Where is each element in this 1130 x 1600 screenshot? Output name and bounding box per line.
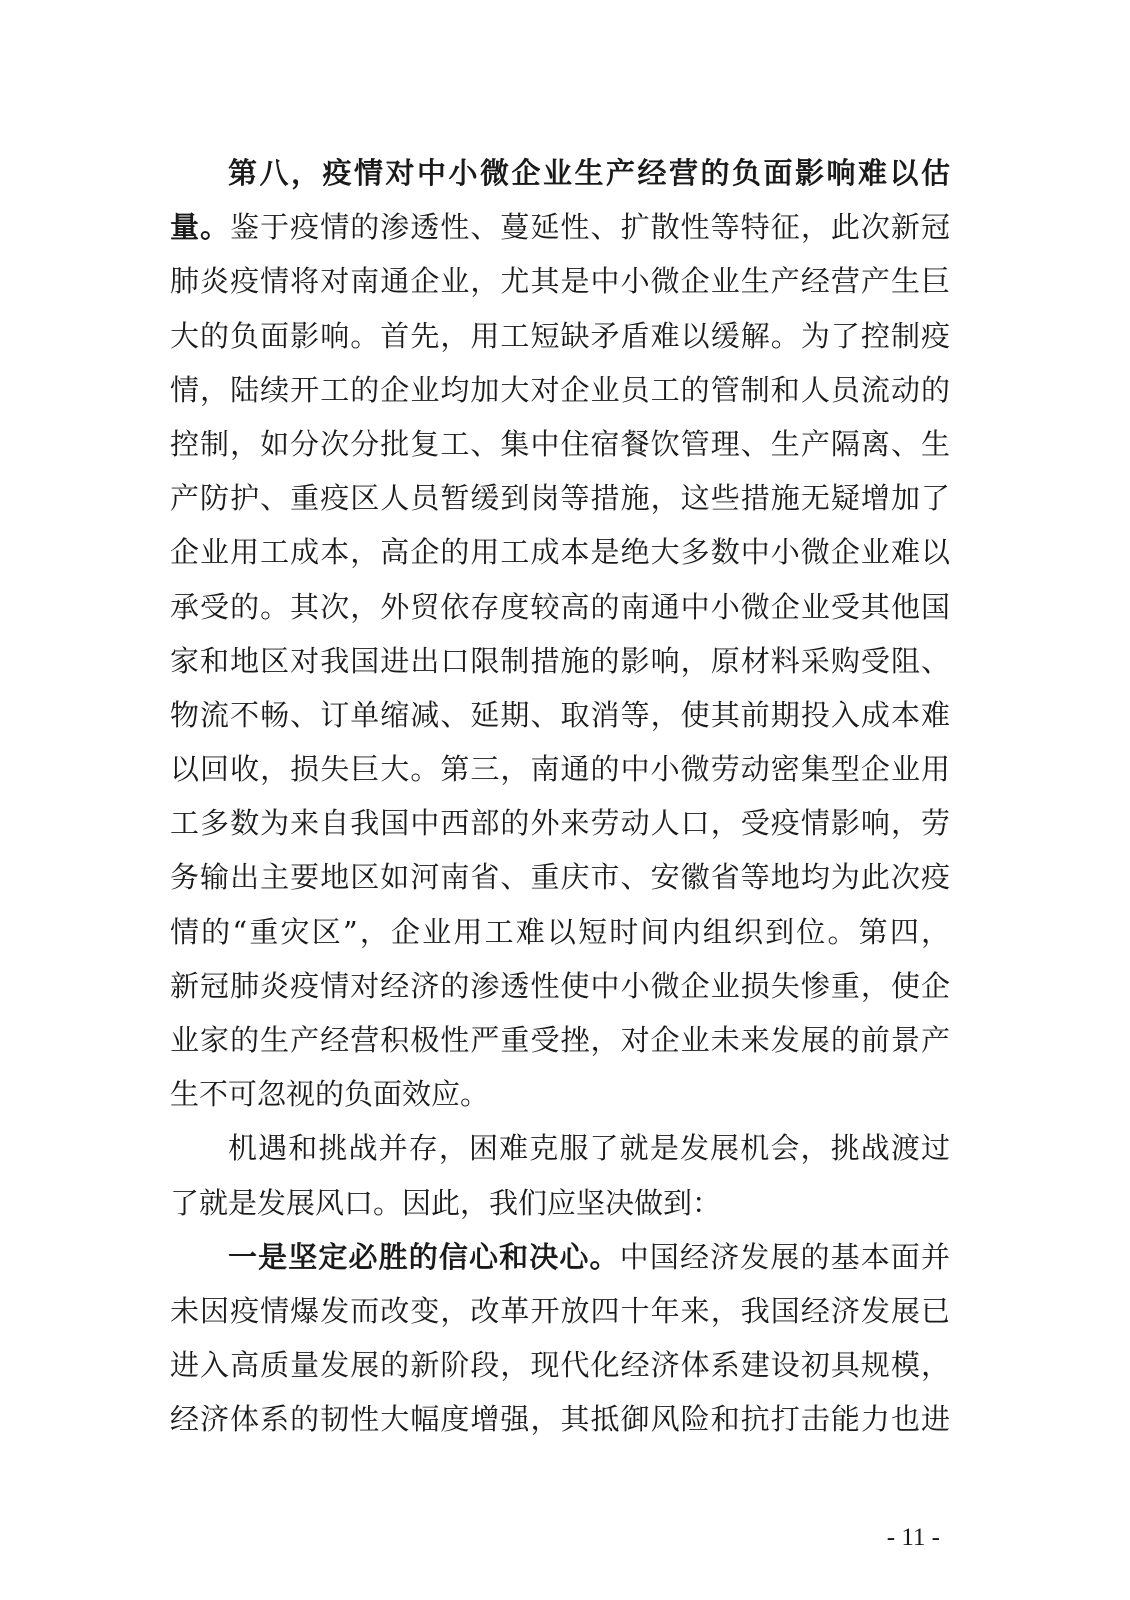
text-line bbox=[170, 580, 950, 634]
bold-heading: 第八，疫情对中小微企业生产经营的负面影响难以估 bbox=[228, 156, 950, 190]
text-line bbox=[170, 1284, 950, 1338]
line-text: 企业用工成本，高企的用工成本是绝大多数中小微企业难以 bbox=[170, 535, 950, 570]
text-line bbox=[170, 363, 950, 417]
line-text: 承受的。其次，外贸依存度较高的南通中小微企业受其他国 bbox=[170, 589, 950, 624]
text-line bbox=[170, 417, 950, 471]
line-text: 大的负面影响。首先，用工短缺矛盾难以缓解。为了控制疫 bbox=[170, 318, 950, 353]
line-text: 未因疫情爆发而改变，改革开放四十年来，我国经济发展已 bbox=[170, 1293, 950, 1328]
line-text: 情，陆续开工的企业均加大对企业员工的管制和人员流动的 bbox=[170, 372, 950, 407]
line-text: 经济体系的韧性大幅度增强，其抵御风险和抗打击能力也进 bbox=[170, 1402, 950, 1437]
line-text: 工多数为来自我国中西部的外来劳动人口，受疫情影响，劳 bbox=[170, 806, 950, 841]
body-text bbox=[170, 146, 950, 1447]
text-line bbox=[170, 850, 950, 904]
text-line bbox=[170, 254, 950, 308]
text-line bbox=[170, 688, 950, 742]
text-line bbox=[170, 634, 950, 688]
text-line bbox=[170, 1121, 950, 1175]
text-line bbox=[170, 1067, 950, 1121]
line-text: 家和地区对我国进出口限制措施的影响，原材料采购受阻、 bbox=[170, 643, 950, 678]
text-line bbox=[170, 1338, 950, 1392]
line-text: 以回收，损失巨大。第三，南通的中小微劳动密集型企业用 bbox=[170, 752, 950, 787]
text-line bbox=[170, 1392, 950, 1446]
page-number: - 11 - bbox=[886, 1524, 940, 1551]
line-text: 了就是发展风口。因此，我们应坚决做到： bbox=[170, 1185, 722, 1220]
line-text: 鉴于疫情的渗透性、蔓延性、扩散性等特征，此次新冠 bbox=[230, 210, 950, 245]
text-line bbox=[170, 905, 950, 959]
text-line bbox=[170, 1230, 950, 1284]
line-text: 新冠肺炎疫情对经济的渗透性使中小微企业损失惨重，使企 bbox=[170, 968, 950, 1003]
text-line bbox=[170, 525, 950, 579]
line-text: 控制，如分次分批复工、集中住宿餐饮管理、生产隔离、生 bbox=[170, 426, 950, 461]
text-line bbox=[170, 309, 950, 363]
line-text: 肺炎疫情将对南通企业，尤其是中小微企业生产经营产生巨 bbox=[170, 264, 950, 299]
text-line bbox=[170, 1176, 950, 1230]
line-text: 中国经济发展的基本面并 bbox=[619, 1239, 950, 1274]
line-text: 物流不畅、订单缩减、延期、取消等，使其前期投入成本难 bbox=[170, 697, 950, 732]
text-line bbox=[170, 796, 950, 850]
text-line bbox=[170, 959, 950, 1013]
line-text: 情的“重灾区”，企业用工难以短时间内组织到位。第四， bbox=[170, 914, 950, 949]
line-text: 机遇和挑战并存，困难克服了就是发展机会，挑战渡过 bbox=[228, 1131, 950, 1166]
text-line bbox=[170, 146, 950, 200]
line-text: 业家的生产经营积极性严重受挫，对企业未来发展的前景产 bbox=[170, 1023, 950, 1057]
line-text: 进入高质量发展的新阶段，现代化经济体系建设初具规模， bbox=[170, 1348, 950, 1383]
bold-heading: 一是坚定必胜的信心和决心。 bbox=[228, 1239, 620, 1274]
text-line bbox=[170, 471, 950, 525]
line-text: 生不可忽视的负面效应。 bbox=[170, 1077, 490, 1112]
bold-heading: 量。 bbox=[170, 210, 231, 245]
text-line bbox=[170, 200, 950, 254]
line-text: 务输出主要地区如河南省、重庆市、安徽省等地均为此次疫 bbox=[170, 860, 950, 895]
text-line bbox=[170, 742, 950, 796]
line-text: 产防护、重疫区人员暂缓到岗等措施，这些措施无疑增加了 bbox=[170, 481, 950, 516]
text-line bbox=[170, 1013, 950, 1067]
